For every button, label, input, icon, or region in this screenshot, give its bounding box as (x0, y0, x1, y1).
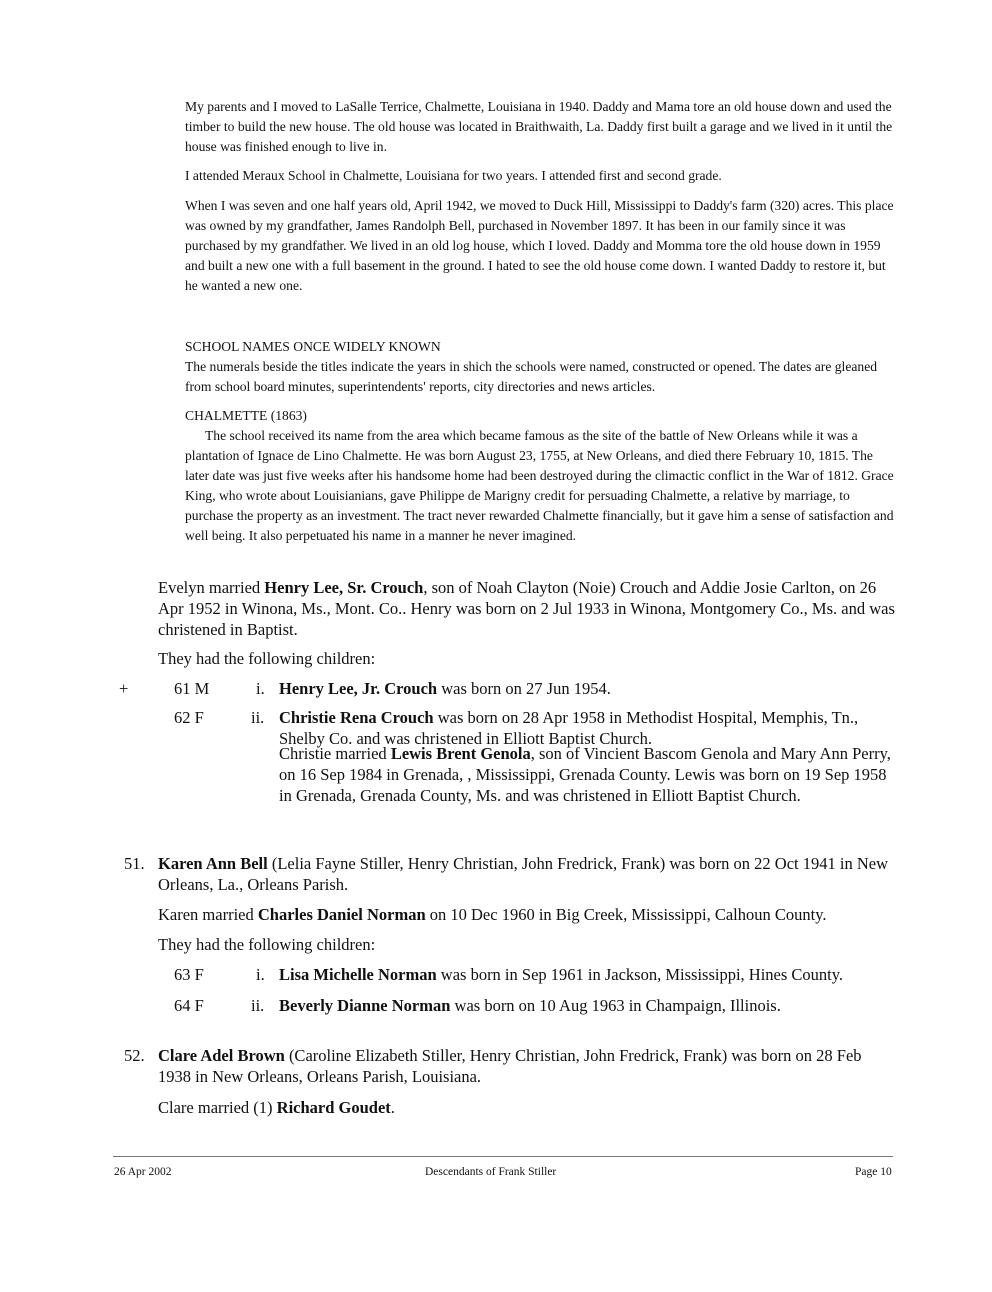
school-names-heading: SCHOOL NAMES ONCE WIDELY KNOWN (185, 339, 441, 354)
marriage-details: . (390, 1098, 395, 1117)
entry-51 (158, 853, 898, 895)
child-number: 61 M (174, 679, 210, 698)
marriage-details: , son of Noah Clayton (Noie) Crouch and Addie Josie Carlton, on 26 Apr 1952 in Winona, Ms., Mont. Co.. Henry was born on 2 Jul 1933 in Winona, Montgomery Co., Ms. and was christened in Baptist. (158, 578, 895, 639)
child-roman: ii. (251, 996, 265, 1015)
child-roman: i. (256, 965, 265, 984)
school-names-intro: The numerals beside the titles indicate the years in shich the schools were named, constructed or opened. The dates are gleaned from school board minutes, superintendents' reports, city directories and news articles. (185, 359, 878, 394)
marriage-prefix: Clare married (1) (158, 1098, 277, 1117)
spouse-name: Lewis Brent Genola (390, 744, 531, 763)
child-name: Henry Lee, Jr. Crouch (279, 679, 438, 698)
evelyn-children-intro: They had the following children: (158, 649, 376, 668)
child-entry (279, 964, 899, 985)
child-details: was born on 10 Aug 1963 in Champaign, Illinois. (450, 996, 781, 1015)
child-number: 62 F (174, 708, 204, 727)
marriage-prefix: Christie married (279, 744, 391, 763)
memoir-paragraph-3: When I was seven and one half years old, April 1942, we moved to Duck Hill, Mississippi to Daddy's farm (320) acres. This place was owned by my grandfather, James Randolph Bell, purchased in November 1897. It has been in our family since it was purchased by my grandfather. We lived in an old log house, which I loved. Daddy and Momma tore the old house down in 1959 and built a new one with a full basement in the ground. I hated to see the old house come down. I wanted Daddy to restore it, but he wanted a new one. (185, 198, 894, 293)
entry-52-marriage (158, 1097, 898, 1118)
person-details: (Lelia Fayne Stiller, Henry Christian, John Fredrick, Frank) was born on 22 Oct 1941 in New Orleans, La., Orleans Parish. (158, 854, 888, 894)
child-entry (279, 995, 899, 1016)
entry-number: 52. (124, 1046, 145, 1065)
child-entry (279, 678, 899, 699)
entry-51-children-intro: They had the following children: (158, 935, 376, 954)
footer-title: Descendants of Frank Stiller (425, 1166, 557, 1178)
marriage-prefix: Evelyn married (158, 578, 265, 597)
entry-51-marriage (158, 904, 898, 925)
spouse-name: Henry Lee, Sr. Crouch (264, 578, 424, 597)
memoir-paragraph-1: My parents and I moved to LaSalle Terrice, Chalmette, Louisiana in 1940. Daddy and Mama tore an old house down and used the timber to build the new house. The old house was located in Braithwaith, La. Daddy first built a garage and we lived in it until the house was finished enough to live in. (185, 99, 893, 154)
child-name: Beverly Dianne Norman (279, 996, 451, 1015)
spouse-name: Charles Daniel Norman (257, 905, 426, 924)
child-details: was born in Sep 1961 in Jackson, Mississippi, Hines County. (436, 965, 844, 984)
child-roman: i. (256, 679, 265, 698)
footer-divider (113, 1156, 893, 1157)
entry-52 (158, 1045, 898, 1087)
person-name: Karen Ann Bell (158, 854, 268, 873)
marriage-prefix: Karen married (158, 905, 258, 924)
child-number: 63 F (174, 965, 204, 984)
school-entry-text: The school received its name from the area which became famous as the site of the battle of New Orleans while it was a plantation of Ignace de Lino Chalmette. He was born August 23, 1755, at New Orleans, and died there February 10, 1815. The later date was just five weeks after his handsome home had been destroyed during the climactic conflict in the War of 1812. Grace King, who wrote about Louisianians, gave Philippe de Marigny credit for persuading Chalmette, a relative by marriage, to purchase the property as an investment. The tract never rewarded Chalmette financially, but it gave him a sense of satisfaction and well being. It also perpetuated his name in a manner he never imagined. (185, 428, 894, 543)
spouse-name: Richard Goudet (276, 1098, 391, 1117)
memoir-paragraph-2: I attended Meraux School in Chalmette, Louisiana for two years. I attended first and second grade. (185, 168, 722, 183)
child-name: Christie Rena Crouch (279, 708, 434, 727)
marriage-details: , son of Vincient Bascom Genola and Mary Ann Perry, on 16 Sep 1984 in Grenada, , Mississippi, Grenada County. Lewis was born on 19 Sep 1958 in Grenada, Grenada County, Ms. and was christened in Elliott Baptist Church. (279, 744, 891, 805)
entry-number: 51. (124, 854, 145, 873)
person-details: (Caroline Elizabeth Stiller, Henry Christian, John Fredrick, Frank) was born on 28 Feb 1938 in New Orleans, Orleans Parish, Louisiana. (158, 1046, 862, 1086)
footer-page: Page 10 (855, 1166, 892, 1178)
school-entry-title: CHALMETTE (1863) (185, 408, 307, 423)
child-number: 64 F (174, 996, 204, 1015)
child-marriage (279, 743, 899, 806)
child-details: was born on 27 Jun 1954. (437, 679, 611, 698)
marriage-details: on 10 Dec 1960 in Big Creek, Mississippi, Calhoun County. (425, 905, 827, 924)
evelyn-marriage (158, 577, 898, 640)
child-details: was born on 28 Apr 1958 in Methodist Hospital, Memphis, Tn., Shelby Co. and was christened in Elliott Baptist Church. (279, 708, 859, 748)
child-name: Lisa Michelle Norman (279, 965, 437, 984)
plus-marker: + (119, 679, 129, 698)
footer-date: 26 Apr 2002 (114, 1166, 172, 1178)
child-roman: ii. (251, 708, 265, 727)
person-name: Clare Adel Brown (158, 1046, 285, 1065)
